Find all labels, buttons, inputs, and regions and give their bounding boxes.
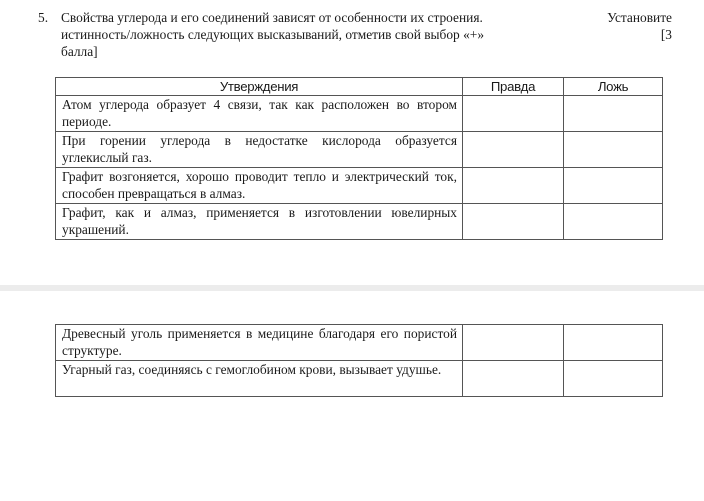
true-answer-cell[interactable]: [463, 96, 564, 132]
table-row: [56, 325, 663, 361]
true-answer-cell[interactable]: [463, 325, 564, 361]
header-false: Ложь: [564, 78, 663, 96]
statement-text: Графит, как и алмаз, применяется в изготовлении ювелирных украшений.: [56, 204, 463, 240]
question-line-2: [61, 26, 672, 43]
table-header-row: [56, 78, 663, 96]
false-answer-cell[interactable]: [564, 204, 663, 240]
question-line-3: балла]: [61, 44, 98, 59]
table-row: [56, 361, 663, 397]
header-true: Правда: [463, 78, 564, 96]
table-row: [56, 168, 663, 204]
false-answer-cell[interactable]: [564, 132, 663, 168]
table-row: [56, 132, 663, 168]
false-answer-cell[interactable]: [564, 361, 663, 397]
question-block: [38, 9, 672, 60]
header-statements: Утверждения: [56, 78, 463, 96]
question-line-1-left: Свойства углерода и его соединений зависят от особенности их строения.: [61, 10, 483, 25]
statement-text: Атом углерода образует 4 связи, так как расположен во втором периоде.: [56, 96, 463, 132]
question-number: 5.: [38, 10, 49, 25]
true-answer-cell[interactable]: [463, 361, 564, 397]
true-answer-cell[interactable]: [463, 204, 564, 240]
page-break: [0, 285, 704, 291]
table-row: [56, 96, 663, 132]
table-row: [56, 204, 663, 240]
true-answer-cell[interactable]: [463, 132, 564, 168]
statement-text: При горении углерода в недостатке кислорода образуется углекислый газ.: [56, 132, 463, 168]
false-answer-cell[interactable]: [564, 168, 663, 204]
statements-table-top: [55, 77, 663, 240]
false-answer-cell[interactable]: [564, 96, 663, 132]
question-text: [61, 9, 672, 60]
question-line-1-right: Установите: [607, 10, 672, 25]
question-line-2-left: истинность/ложность следующих высказываний, отметив свой выбор «+»: [61, 27, 485, 42]
statement-text: Графит возгоняется, хорошо проводит тепло и электрический ток, способен превращаться в алмаз.: [56, 168, 463, 204]
true-answer-cell[interactable]: [463, 168, 564, 204]
statement-text: Древесный уголь применяется в медицине благодаря его пористой структуре.: [56, 325, 463, 361]
statement-text: Угарный газ, соединяясь с гемоглобином крови, вызывает удушье.: [56, 361, 463, 397]
question-line-1: [61, 9, 672, 26]
false-answer-cell[interactable]: [564, 325, 663, 361]
question-points: [3: [660, 27, 672, 42]
statements-table-bottom: [55, 324, 663, 397]
